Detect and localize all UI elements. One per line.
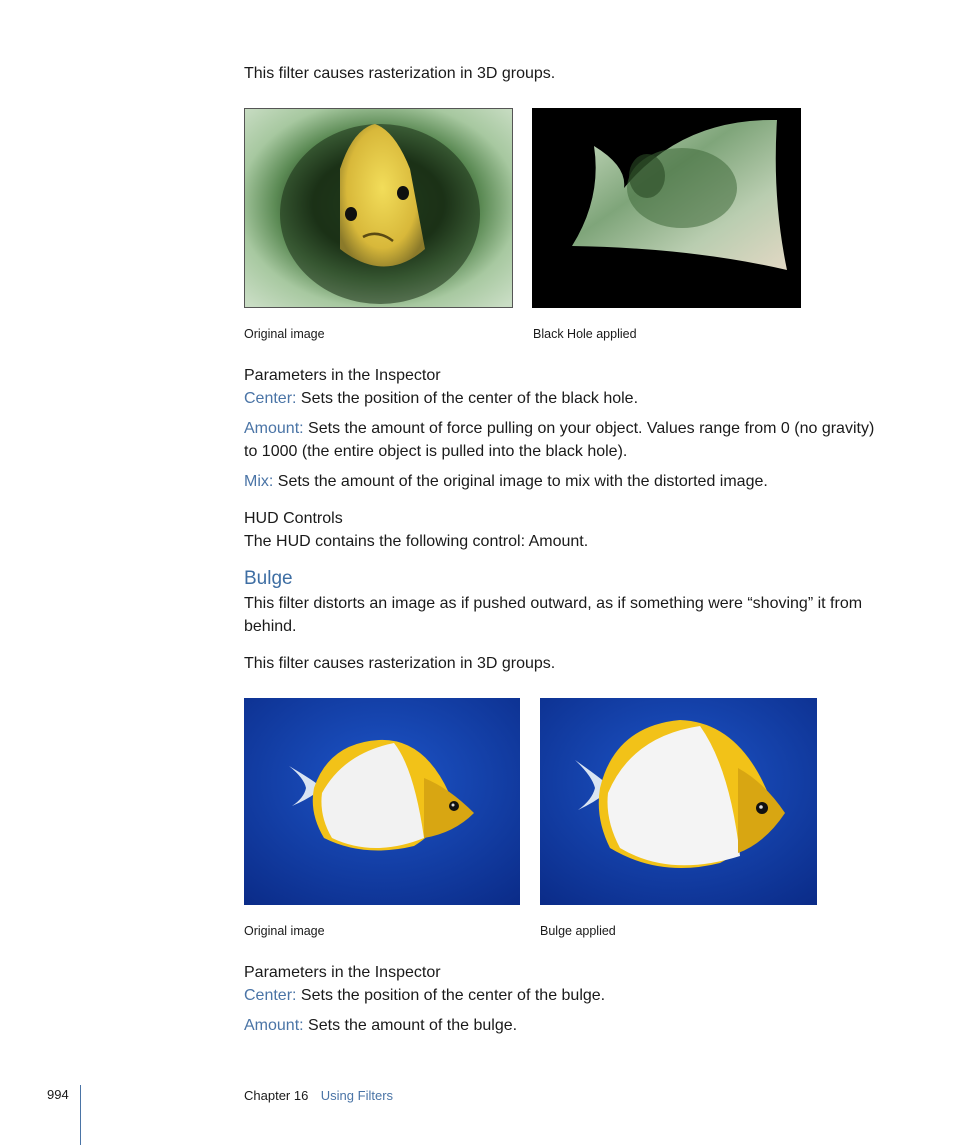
bulge-desc-line1: This filter distorts an image as if pushed outward, as if something were “shoving” it from xyxy=(244,595,863,612)
bulge-rasterization-note: This filter causes rasterization in 3D groups. xyxy=(244,655,556,672)
bulge-applied-image xyxy=(540,698,817,905)
param-amount-bulge-desc: Sets the amount of the bulge. xyxy=(308,1017,518,1034)
param-center xyxy=(244,387,638,410)
footer-divider xyxy=(80,1085,81,1145)
param-center-bulge-desc: Sets the position of the center of the bulge. xyxy=(300,987,606,1004)
parameters-heading-bulge: Parameters in the Inspector xyxy=(244,964,441,981)
original-image-butterflyfish xyxy=(244,698,520,905)
param-mix-term: Mix: xyxy=(244,473,274,490)
bulge-description xyxy=(244,592,884,638)
figure1-left-caption: Original image xyxy=(244,327,325,341)
param-amount-bulge xyxy=(244,1014,517,1037)
param-amount-term: Amount: xyxy=(244,420,304,437)
param-amount-desc-line2: to 1000 (the entire object is pulled into the black hole). xyxy=(244,443,628,460)
bulge-heading: Bulge xyxy=(244,568,293,589)
param-mix-desc: Sets the amount of the original image to mix with the distorted image. xyxy=(277,473,768,490)
param-amount xyxy=(244,417,884,463)
figure1-right-caption: Black Hole applied xyxy=(533,327,637,341)
black-hole-applied-image xyxy=(532,108,801,308)
figure2-left-caption: Original image xyxy=(244,924,325,938)
original-image-fish-in-tube xyxy=(244,108,513,308)
hud-controls-heading: HUD Controls xyxy=(244,510,343,527)
hud-controls-desc: The HUD contains the following control: Amount. xyxy=(244,533,589,550)
param-center-desc: Sets the position of the center of the black hole. xyxy=(300,390,639,407)
param-center-bulge-term: Center: xyxy=(244,987,297,1004)
param-amount-desc-line1: Sets the amount of force pulling on your object. Values range from 0 (no gravity) xyxy=(308,420,875,437)
rasterization-note: This filter causes rasterization in 3D groups. xyxy=(244,65,556,82)
footer-section-link[interactable]: Using Filters xyxy=(320,1088,394,1103)
parameters-heading: Parameters in the Inspector xyxy=(244,367,441,384)
param-mix xyxy=(244,470,768,493)
footer-chapter: Chapter 16 xyxy=(244,1088,309,1103)
param-center-term: Center: xyxy=(244,390,297,407)
param-amount-bulge-term: Amount: xyxy=(244,1017,304,1034)
page-number: 994 xyxy=(47,1087,69,1102)
footer-chapter-info xyxy=(244,1087,393,1105)
bulge-desc-line2: behind. xyxy=(244,618,297,635)
figure2-right-caption: Bulge applied xyxy=(540,924,616,938)
param-center-bulge xyxy=(244,984,605,1007)
